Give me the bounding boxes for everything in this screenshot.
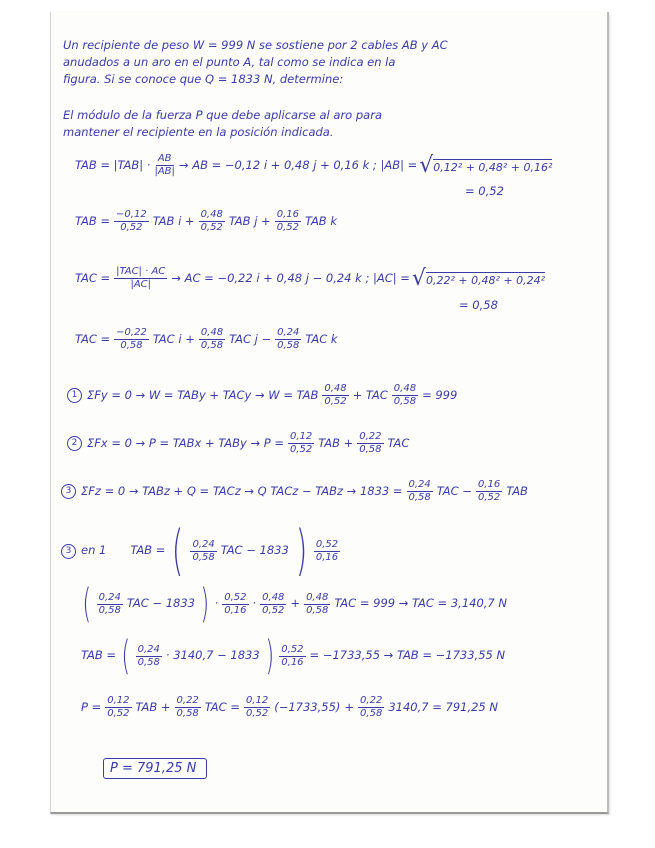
solve-tac-dot-1: · — [214, 596, 219, 611]
eq-tac-comp-lhs: TAC = — [75, 331, 111, 346]
eq-tac-comp-term-3: TAC k — [305, 331, 338, 346]
problem-line-1: Un recipiente de peso W = 999 N se sostiene por 2 cables AB y AC — [63, 38, 448, 52]
equation-1-frac-1: 0,48 0,52 — [324, 383, 347, 407]
eq-tac-comp-frac-2: $\frac{0,48}{0,58}$ — [200, 327, 224, 351]
eq-tab-comp-lhs: TAB = — [75, 213, 111, 228]
equation-2-number: 2 — [67, 436, 82, 451]
solve-p-plus: + — [344, 699, 355, 714]
substitution-label: en 1 — [81, 543, 107, 558]
solve-tac-dot-2: · — [252, 596, 257, 611]
final-answer-box: P = 791,25 N — [103, 758, 207, 779]
problem-statement — [63, 40, 448, 91]
eq-tac-lhs: TAC = — [75, 270, 111, 285]
question-line-2: mantener el recipiente en la posición indicada. — [63, 125, 334, 139]
substitution-frac-2: 0,52 0,16 — [315, 538, 339, 563]
equation-2-frac-2: $\frac{0,22}{0,58}$ — [359, 431, 382, 455]
equation-2-mid: TAB + — [318, 435, 354, 450]
equation-3-mid: TAC − — [436, 483, 472, 498]
substitution-frac-1: 0,24 0,58 — [192, 538, 215, 563]
eq-tac-comp-term-1: TAC i + — [152, 331, 195, 346]
substitution-3-in-1 — [61, 519, 342, 582]
solve-tac-frac-1: 0,24 0,58 — [98, 591, 121, 616]
equation-1 — [67, 384, 459, 407]
solve-tac-frac-2: 0,52 0,16 — [224, 591, 247, 616]
eq-tab-vector — [73, 154, 552, 177]
eq-tab-comp-term-1: TAB i + — [152, 213, 195, 228]
solve-tac-close-paren: ) — [200, 581, 210, 627]
eq-tac-comp-frac-1: $\frac{-0,22}{0,58}$ — [116, 327, 147, 351]
solve-tac-frac-3: 0,48 0,52 — [262, 591, 285, 616]
eq-tab-magnitude: = 0,52 — [465, 184, 504, 198]
solve-tab-frac-1: 0,24 0,58 — [137, 643, 160, 668]
equation-3-number: 3 — [61, 484, 76, 499]
solve-p-frac-4: $\frac{0,22}{0,58}$ — [360, 695, 383, 719]
equation-3 — [61, 480, 530, 503]
eq-tac-comp-frac-3: $\frac{0,24}{0,58}$ — [277, 327, 300, 351]
eq-tab-comp-frac-1: $\frac{-0,12}{0,52}$ — [116, 209, 147, 233]
substitution-open-paren: ( — [172, 519, 184, 582]
eq-tac-components — [73, 328, 340, 351]
question-line-1: El módulo de la fuerza P que debe aplicarse al aro para — [63, 108, 382, 122]
question-text — [63, 110, 382, 144]
eq-tac-sqrt: √ 0,22² + 0,48² + 0,24² — [411, 265, 546, 291]
solve-p-term-1: TAB + — [135, 699, 171, 714]
worksheet-page — [50, 12, 609, 814]
substitution-close-paren: ) — [295, 519, 308, 582]
solve-tac-plus: + — [290, 596, 301, 611]
equation-3-frac-1: $\frac{0,24}{0,58}$ — [408, 479, 431, 503]
substitution-number: 3 — [61, 544, 76, 559]
solve-tab-close-paren: ) — [265, 633, 274, 679]
equation-1-mid: + TAC — [352, 387, 388, 402]
solve-tac — [79, 581, 509, 627]
solve-p-frac-1: $\frac{0,12}{0,52}$ — [107, 695, 130, 719]
solve-p — [79, 696, 500, 719]
equation-1-text: ΣFy = 0 → W = TABy + TACy → W = TAB — [87, 387, 319, 402]
equation-3-frac-2: $\frac{0,16}{0,52}$ — [477, 479, 501, 503]
solve-tab-result: = −1733,55 → TAB = −1733,55 N — [309, 648, 506, 663]
solve-tab-lhs: TAB = — [81, 648, 117, 663]
solve-p-result: 3140,7 = 791,25 N — [388, 699, 498, 714]
eq-tab-comp-frac-2: $\frac{0,48}{0,52}$ — [200, 209, 223, 233]
equation-2 — [67, 432, 411, 455]
solve-tac-inner: TAC − 1833 — [126, 596, 195, 611]
problem-line-3: figura. Si se conoce que Q = 1833 N, determine: — [63, 72, 344, 86]
eq-tab-sqrt: √ 0,12² + 0,48² + 0,16² — [419, 152, 553, 178]
eq-tab-components — [73, 210, 339, 233]
equation-1-number: 1 — [67, 388, 82, 403]
eq-tac-comp-term-2: TAC j − — [229, 331, 272, 346]
substitution-inner: TAC − 1833 — [220, 543, 289, 558]
eq-tac-magnitude: = 0,58 — [459, 298, 498, 312]
equation-3-end: TAB — [506, 483, 528, 498]
solve-p-frac-2: $\frac{0,22}{0,58}$ — [176, 695, 199, 719]
solve-p-paren-value: (−1733,55) — [274, 699, 341, 714]
equation-1-frac-2: $\frac{0,48}{0,58}$ — [393, 383, 417, 407]
solve-p-term-2: TAC = — [204, 699, 240, 714]
eq-tab-frac: AB |AB| — [154, 153, 175, 177]
eq-tac-vector — [73, 267, 545, 290]
solve-tac-open-paren: ( — [82, 581, 92, 627]
equation-2-frac-1: $\frac{0,12}{0,52}$ — [289, 431, 313, 455]
equation-2-end: TAC — [387, 435, 410, 450]
solve-tab-inner: · 3140,7 − 1833 — [165, 648, 260, 663]
equation-1-end: = 999 — [422, 387, 458, 402]
eq-tac-rest: → AC = −0,22 i + 0,48 j − 0,24 k ; |AC| = — [171, 270, 410, 285]
eq-tac-frac: |TAC| · AC |AC| — [116, 266, 166, 290]
eq-tab-comp-term-2: TAB j + — [228, 213, 271, 228]
eq-tab-lhs: TAB = |TAB| · — [75, 157, 151, 172]
eq-tab-rest: → AB = −0,12 i + 0,48 j + 0,16 k ; |AB| = — [178, 157, 418, 172]
problem-line-2: anudados a un aro en el punto A, tal como se indica en la — [63, 55, 396, 69]
eq-tab-comp-term-3: TAB k — [304, 213, 338, 228]
solve-tac-frac-4: $\frac{0,48}{0,58}$ — [306, 591, 329, 616]
substitution-lhs: TAB = — [130, 543, 166, 558]
eq-tab-comp-frac-3: $\frac{0,16}{0,52}$ — [276, 209, 299, 233]
solve-p-lhs: P = — [81, 699, 102, 714]
equation-2-text: ΣFx = 0 → P = TABx + TABy → P = — [87, 435, 284, 450]
equation-3-text: ΣFz = 0 → TABz + Q = TACz → Q TACz − TABz → 1833 = — [81, 483, 403, 498]
solve-tac-result: TAC = 999 → TAC = 3,140,7 N — [334, 596, 508, 611]
solve-tab — [79, 633, 507, 679]
solve-p-frac-3: $\frac{0,12}{0,52}$ — [245, 695, 269, 719]
solve-tab-open-paren: ( — [121, 633, 131, 679]
solve-tab-frac-2: $\frac{0,52}{0,16}$ — [281, 643, 304, 668]
